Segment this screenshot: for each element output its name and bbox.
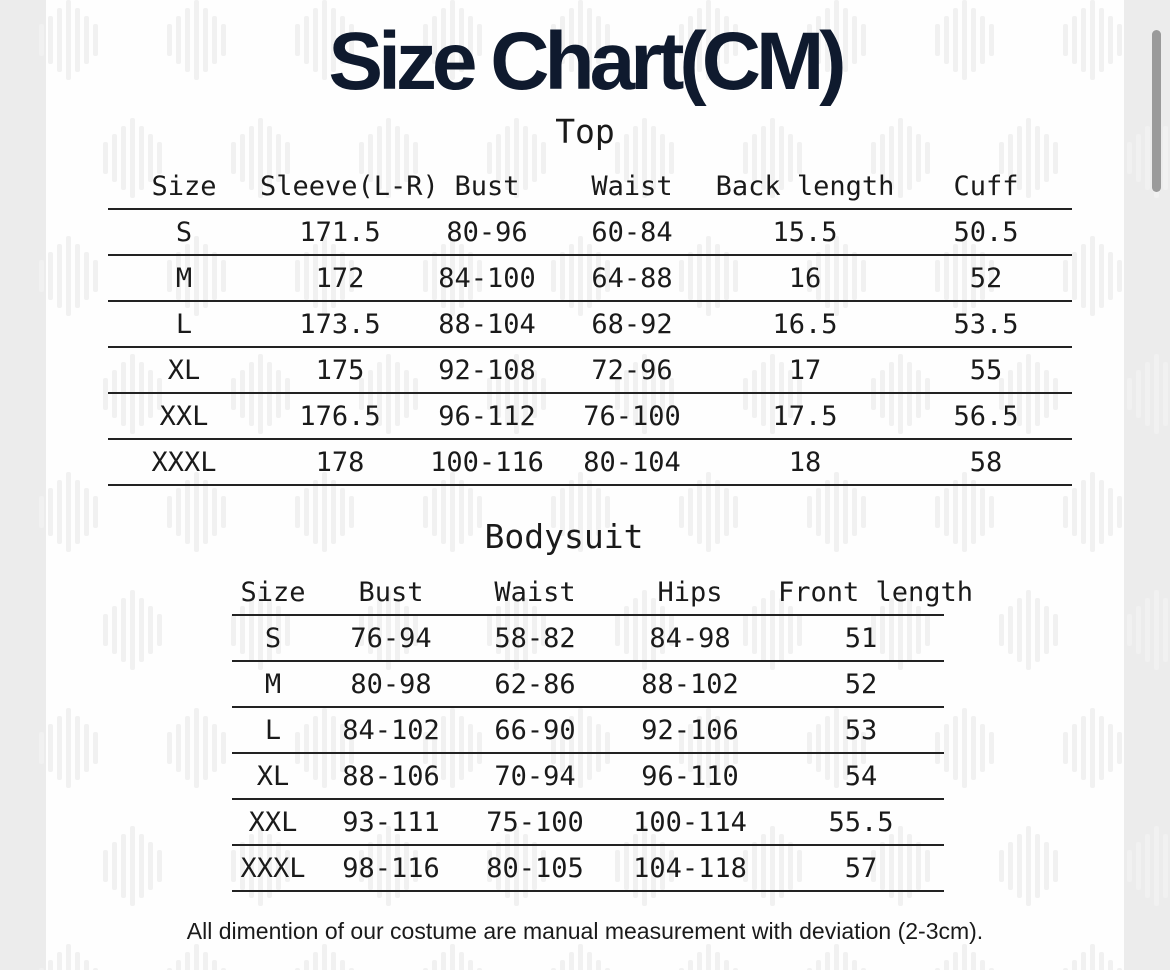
table-row	[232, 845, 944, 891]
table-row	[232, 615, 944, 661]
table-cell: 173.5	[260, 301, 420, 347]
watermark-motif	[167, 944, 226, 970]
header-cell: Sleeve(L-R)	[260, 164, 420, 209]
table-cell: M	[232, 661, 314, 707]
table-cell: XXXL	[108, 439, 260, 485]
table-row	[232, 661, 944, 707]
watermark-motif	[39, 944, 98, 970]
table-cell: 96-110	[602, 753, 778, 799]
watermark-motif	[807, 944, 866, 970]
table-cell: 98-116	[314, 845, 468, 891]
watermark-motif	[999, 590, 1058, 670]
watermark-motif	[999, 826, 1058, 906]
table-cell: 56.5	[900, 393, 1072, 439]
table-cell: 53	[778, 707, 944, 753]
table-cell: 66-90	[468, 707, 602, 753]
table-cell: 175	[260, 347, 420, 393]
table-cell: 50.5	[900, 209, 1072, 255]
table-cell: 92-106	[602, 707, 778, 753]
header-cell: Front length	[778, 571, 944, 615]
table-cell: 171.5	[260, 209, 420, 255]
table-cell: 52	[778, 661, 944, 707]
table-cell: 76-94	[314, 615, 468, 661]
table-cell: 96-112	[420, 393, 554, 439]
table-cell: 72-96	[554, 347, 710, 393]
table-cell: 16	[710, 255, 900, 301]
table-cell: 80-104	[554, 439, 710, 485]
table-cell: 18	[710, 439, 900, 485]
header-cell: Cuff	[900, 164, 1072, 209]
table-cell: S	[108, 209, 260, 255]
table-cell: 92-108	[420, 347, 554, 393]
page-title: Size Chart(CM)	[328, 16, 842, 107]
table-cell: XXXL	[232, 845, 314, 891]
table-cell: 16.5	[710, 301, 900, 347]
table-header-row	[108, 164, 1072, 209]
table-cell: 80-105	[468, 845, 602, 891]
table-cell: 100-114	[602, 799, 778, 845]
table-row	[108, 439, 1072, 485]
header-cell: Back length	[710, 164, 900, 209]
watermark-motif	[39, 472, 98, 552]
table-cell: 52	[900, 255, 1072, 301]
table-cell: 62-86	[468, 661, 602, 707]
header-cell: Hips	[602, 571, 778, 615]
watermark-motif	[39, 236, 98, 316]
table-cell: 104-118	[602, 845, 778, 891]
table-row	[232, 799, 944, 845]
table-cell: 88-106	[314, 753, 468, 799]
table-cell: 178	[260, 439, 420, 485]
watermark-motif	[1127, 826, 1170, 906]
table-cell: 17	[710, 347, 900, 393]
table-cell: 88-102	[602, 661, 778, 707]
watermark-motif	[295, 944, 354, 970]
table-cell: 84-98	[602, 615, 778, 661]
table-row	[108, 255, 1072, 301]
table-cell: XL	[108, 347, 260, 393]
table-cell: 57	[778, 845, 944, 891]
table-cell: M	[108, 255, 260, 301]
table-cell: 172	[260, 255, 420, 301]
table-cell: 60-84	[554, 209, 710, 255]
bodysuit-size-table	[232, 571, 974, 892]
table-cell: 76-100	[554, 393, 710, 439]
table-cell: 53.5	[900, 301, 1072, 347]
table-row	[232, 753, 944, 799]
table-cell: 80-98	[314, 661, 468, 707]
measurement-note: All dimention of our costume are manual measurement with deviation (2-3cm).	[186, 918, 984, 944]
table-cell: 100-116	[420, 439, 554, 485]
watermark-motif	[423, 944, 482, 970]
header-cell: Size	[232, 571, 314, 615]
watermark-motif	[679, 944, 738, 970]
header-cell: Waist	[468, 571, 602, 615]
watermark-motif	[103, 826, 162, 906]
watermark-motif	[1127, 354, 1170, 434]
table-cell: 70-94	[468, 753, 602, 799]
header-cell: Bust	[420, 164, 554, 209]
watermark-motif	[1063, 944, 1122, 970]
table-cell: 15.5	[710, 209, 900, 255]
header-cell: Bust	[314, 571, 468, 615]
table-cell: 58-82	[468, 615, 602, 661]
top-size-table	[108, 164, 1072, 486]
bodysuit-section-title: Bodysuit	[484, 517, 644, 556]
table-cell: XXL	[232, 799, 314, 845]
table-cell: XL	[232, 753, 314, 799]
table-cell: XXL	[108, 393, 260, 439]
watermark-motif	[935, 944, 994, 970]
table-cell: L	[232, 707, 314, 753]
table-cell: 54	[778, 753, 944, 799]
watermark-motif	[1063, 708, 1122, 788]
table-cell: 93-111	[314, 799, 468, 845]
table-cell: 55	[900, 347, 1072, 393]
table-cell: L	[108, 301, 260, 347]
table-cell: 64-88	[554, 255, 710, 301]
table-cell: 84-100	[420, 255, 554, 301]
watermark-motif	[39, 708, 98, 788]
top-section-title: Top	[555, 112, 615, 151]
header-cell: Waist	[554, 164, 710, 209]
header-cell: Size	[108, 164, 260, 209]
table-cell: 88-104	[420, 301, 554, 347]
table-header-row	[232, 571, 944, 615]
table-cell: 51	[778, 615, 944, 661]
table-cell: 176.5	[260, 393, 420, 439]
watermark-motif	[167, 708, 226, 788]
table-cell: 55.5	[778, 799, 944, 845]
table-cell: 17.5	[710, 393, 900, 439]
table-row	[108, 393, 1072, 439]
table-cell: 58	[900, 439, 1072, 485]
table-cell: S	[232, 615, 314, 661]
watermark-motif	[551, 944, 610, 970]
table-cell: 84-102	[314, 707, 468, 753]
watermark-motif	[103, 590, 162, 670]
table-row	[108, 347, 1072, 393]
table-row	[232, 707, 944, 753]
watermark-motif	[1127, 118, 1170, 198]
watermark-motif	[1127, 590, 1170, 670]
table-row	[108, 301, 1072, 347]
table-cell: 75-100	[468, 799, 602, 845]
table-row	[108, 209, 1072, 255]
table-cell: 80-96	[420, 209, 554, 255]
table-cell: 68-92	[554, 301, 710, 347]
